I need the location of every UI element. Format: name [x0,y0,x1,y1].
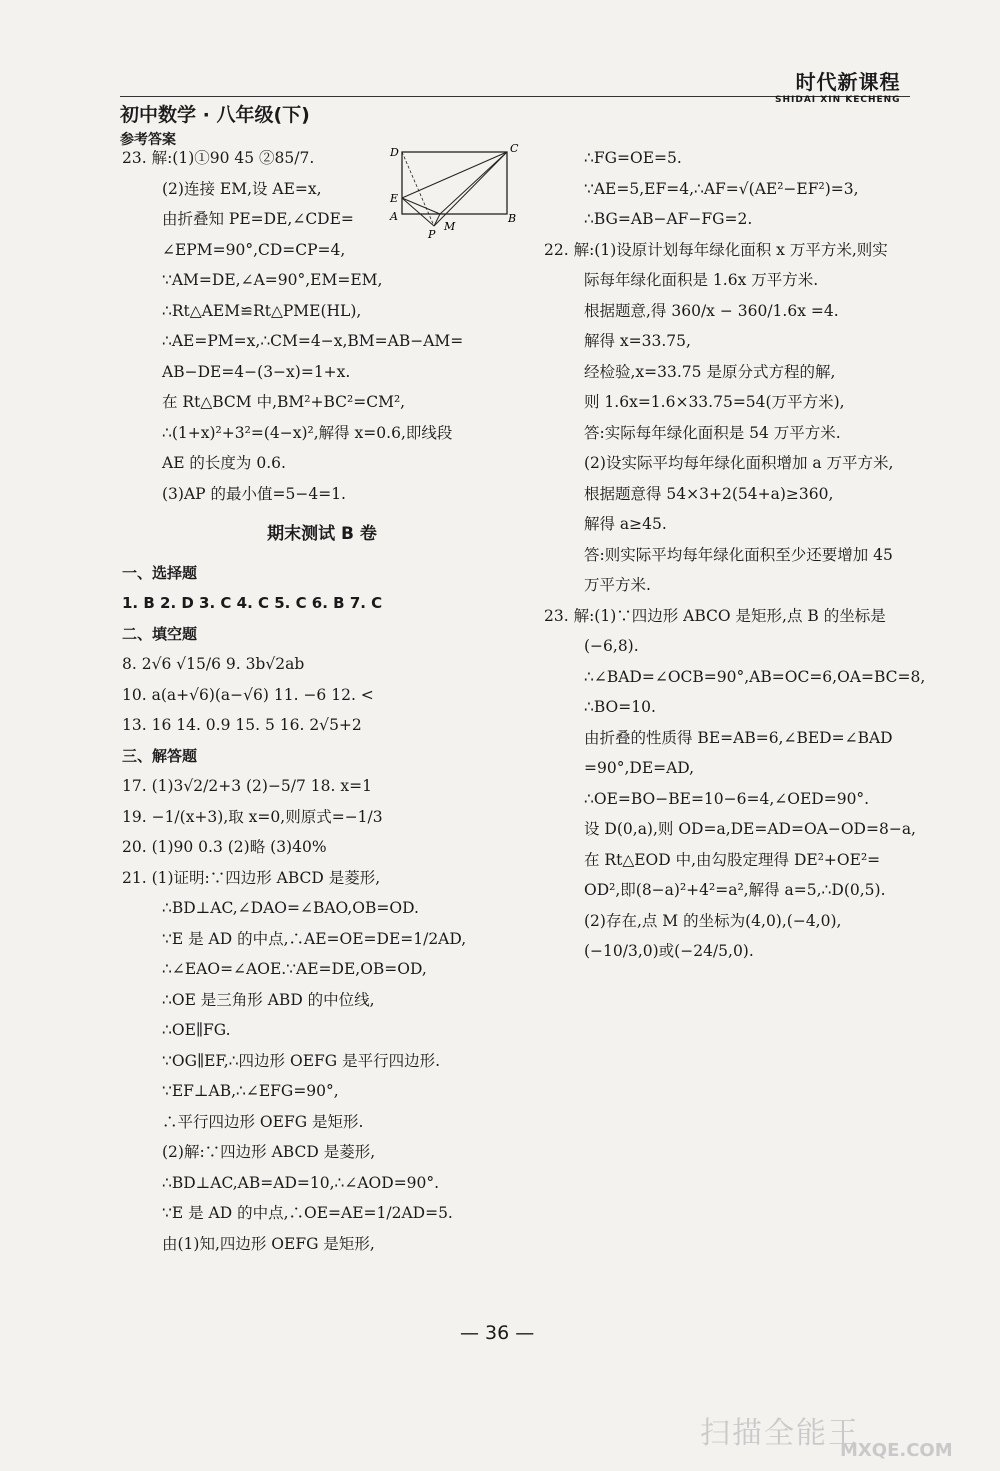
answer-line: 8. 2√6 √15/6 9. 3b√2ab [122,655,305,673]
book-title: 初中数学 · 八年级(下) [120,104,310,126]
answer-line: 由(1)知,四边形 OEFG 是矩形, [162,1234,375,1253]
answer-line: ∴BD⊥AC,∠DAO=∠BAO,OB=OD. [162,899,419,917]
answer-line: 际每年绿化面积是 1.6x 万平方米. [584,271,819,289]
answer-line: ∴BO=10. [584,698,656,716]
answer-line: (3)AP 的最小值=5−4=1. [162,484,346,503]
answer-line: ∴AE=PM=x,∴CM=4−x,BM=AB−AM= [162,332,464,350]
page-number: — 36 — [460,1322,535,1344]
answer-line: (−10/3,0)或(−24/5,0). [584,942,754,960]
answer-line: 经检验,x=33.75 是原分式方程的解, [584,362,836,381]
answer-line: (2)设实际平均每年绿化面积增加 a 万平方米, [584,454,894,472]
site-watermark: MXQE.COM [840,1440,953,1461]
answer-line: ∴平行四边形 OEFG 是矩形. [162,1112,364,1131]
answer-line: 23. 解:(1)∵四边形 ABCO 是矩形,点 B 的坐标是 [544,606,886,625]
answer-line: 根据题意,得 360/x − 360/1.6x =4. [584,301,839,320]
figure-label-c: C [510,142,519,155]
section-heading: 二、填空题 [122,624,198,643]
answer-line: ∴∠BAD=∠OCB=90°,AB=OC=6,OA=BC=8, [584,667,926,686]
answer-line: ∵E 是 AD 的中点,∴OE=AE=1/2AD=5. [162,1204,453,1222]
answer-line: AE 的长度为 0.6. [162,454,286,472]
answer-line: 在 Rt△EOD 中,由勾股定理得 DE²+OE²= [584,850,881,869]
scanner-watermark: 扫描全能王 [700,1416,860,1451]
book-subtitle: 参考答案 [120,132,176,148]
answer-line: 19. −1/(x+3),取 x=0,则原式=−1/3 [122,807,383,826]
answer-line: ∴OE 是三角形 ABD 的中位线, [162,990,375,1009]
answer-line: 万平方米. [584,576,651,594]
left-column [122,143,522,1259]
figure-label-a: A [390,210,398,223]
answer-line: 由折叠知 PE=DE,∠CDE= [162,210,354,228]
section-title: 期末测试 B 卷 [267,524,377,544]
answer-line: (2)连接 EM,设 AE=x, [162,179,322,198]
answer-line: 答:实际每年绿化面积是 54 万平方米. [584,423,841,442]
answer-line: 根据题意得 54×3+2(54+a)≥360, [584,484,834,503]
answer-line: ∴(1+x)²+3²=(4−x)²,解得 x=0.6,即线段 [162,423,453,442]
answer-line: ∴Rt△AEM≌Rt△PME(HL), [162,301,362,320]
answer-line: ∴BG=AB−AF−FG=2. [584,210,753,228]
answer-line: ∴OE=BO−BE=10−6=4,∠OED=90°. [584,789,870,808]
answer-line: OD²,即(8−a)²+4²=a²,解得 a=5,∴D(0,5). [584,881,886,899]
answer-line: ∵EF⊥AB,∴∠EFG=90°, [162,1082,339,1100]
answer-line: ∴∠EAO=∠AOE.∵AE=DE,OB=OD, [162,960,427,978]
answer-line: ∴OE∥FG. [162,1021,231,1039]
answer-line: 21. (1)证明:∵四边形 ABCD 是菱形, [122,868,381,887]
brand-logo [775,66,901,105]
answer-line: (2)存在,点 M 的坐标为(4,0),(−4,0), [584,911,842,930]
figure-label-e: E [390,192,399,205]
figure-label-b: B [508,212,517,225]
brand-pinyin: SHIDAI XIN KECHENG [775,95,901,105]
answer-line: 17. (1)3√2/2+3 (2)−5/7 18. x=1 [122,777,372,795]
answer-line: =90°,DE=AD, [584,759,695,777]
answer-line: 13. 16 14. 0.9 15. 5 16. 2√5+2 [122,716,362,734]
brand-title: 时代新课程 [795,70,901,94]
right-column [544,143,924,967]
answer-line: 则 1.6x=1.6×33.75=54(万平方米), [584,393,845,411]
answer-line: (−6,8). [584,637,639,655]
section-heading: 一、选择题 [122,563,198,582]
answer-line: 20. (1)90 0.3 (2)略 (3)40% [122,838,327,856]
answer-line: ∴FG=OE=5. [584,149,682,167]
answer-line: AB−DE=4−(3−x)=1+x. [162,362,351,381]
answer-line: 由折叠的性质得 BE=AB=6,∠BED=∠BAD [584,728,893,747]
answer-line: ∵AM=DE,∠A=90°,EM=EM, [162,271,383,289]
header-left [120,100,310,149]
answer-line: ∵AE=5,EF=4,∴AF=√(AE²−EF²)=3, [584,179,859,198]
answer-line: 解得 a≥45. [584,515,667,533]
answer-line: 答:则实际平均每年绿化面积至少还要增加 45 [584,545,893,564]
section-heading: 三、解答题 [122,746,198,765]
figure-label-p: P [428,228,436,240]
answer-line: ∠EPM=90°,CD=CP=4, [162,240,346,259]
answer-line: 1. B 2. D 3. C 4. C 5. C 6. B 7. C [122,594,383,612]
answer-line: 设 D(0,a),则 OD=a,DE=AD=OA−OD=8−a, [584,820,916,838]
figure-label-m: M [444,220,456,233]
answer-line: ∵OG∥EF,∴四边形 OEFG 是平行四边形. [162,1051,440,1070]
answer-line: ∴BD⊥AC,AB=AD=10,∴∠AOD=90°. [162,1173,440,1192]
answer-line: 在 Rt△BCM 中,BM²+BC²=CM², [162,393,406,411]
answer-line: 解得 x=33.75, [584,332,691,350]
answer-line: ∵E 是 AD 的中点,∴AE=OE=DE=1/2AD, [162,929,467,948]
answer-line: 10. a(a+√6)(a−√6) 11. −6 12. < [122,685,374,704]
figure-label-d: D [390,146,399,159]
answer-line: 22. 解:(1)设原计划每年绿化面积 x 万平方米,则实 [544,240,888,259]
answer-line: (2)解:∵四边形 ABCD 是菱形, [162,1143,376,1161]
answer-line: 23. 解:(1)①90 45 ②85/7. [122,149,315,167]
